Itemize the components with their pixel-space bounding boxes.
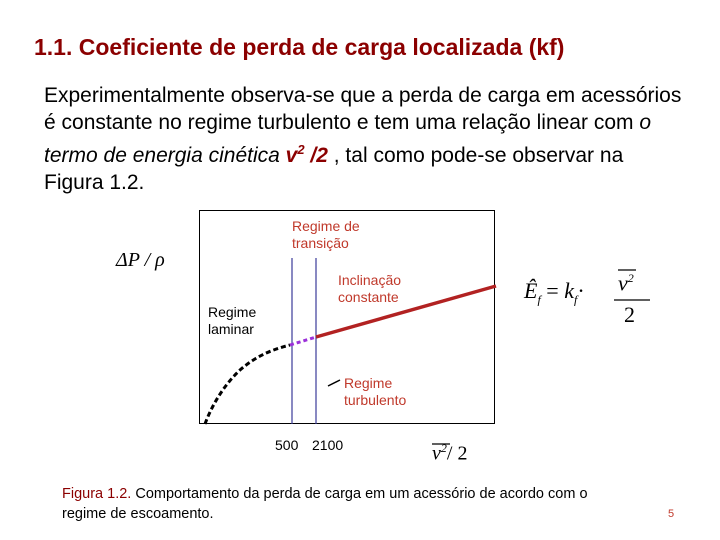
transition-curve	[290, 337, 316, 345]
label-slope	[338, 272, 401, 306]
laminar-curve	[205, 345, 290, 424]
label-transition-line2: transição	[292, 235, 349, 251]
turbulent-pointer	[328, 380, 340, 386]
equation-eq: =	[546, 278, 559, 303]
x-axis-label	[432, 440, 467, 463]
y-axis-label: ΔP / ρ	[116, 249, 165, 271]
paragraph-part2: o termo de energia cinética	[44, 111, 652, 167]
tick-500: 500	[275, 437, 299, 453]
equation-dot: ·	[577, 278, 585, 303]
figure-caption	[62, 484, 622, 524]
label-laminar-line1: Regime	[208, 304, 257, 320]
equation-num: v	[618, 270, 628, 296]
highlight-v: v	[285, 144, 298, 167]
label-turbulent-line1: Regime	[344, 375, 393, 391]
label-transition-line1: Regime de	[292, 218, 360, 234]
paragraph-part1: Experimentalmente observa-se que a perda de carga em acessórios é constante no regime turbulento e tem uma relação linear com	[44, 84, 682, 134]
xlabel-sup: 2	[440, 441, 447, 455]
caption-label: Figura 1.2.	[62, 486, 132, 502]
slide-title: 1.1. Coeficiente de perda de carga localizada (kf)	[34, 34, 565, 60]
tick-2100: 2100	[312, 437, 344, 453]
xlabel-rest: / 2	[446, 442, 468, 465]
xlabel-symbol: v	[432, 442, 441, 465]
label-turbulent-line2: turbulento	[344, 392, 407, 408]
equation-numerator	[618, 270, 634, 296]
label-slope-line1: Inclinação	[338, 272, 402, 288]
equation-denominator: 2	[624, 302, 635, 327]
equation-k-sub: f	[573, 292, 578, 307]
caption-text: Comportamento da perda de carga em um acessório de acordo com o regime de escoamento.	[62, 486, 588, 522]
label-transition	[292, 218, 360, 252]
paragraph-part3: , tal como pode-se observar na Figura 1.2.	[44, 144, 624, 194]
label-slope-line2: constante	[338, 289, 399, 305]
label-laminar	[208, 304, 256, 338]
highlight-sup: 2	[297, 142, 305, 157]
equation-k: k	[564, 278, 574, 303]
equation-num-sup: 2	[627, 271, 634, 285]
equation-lhs: Ê	[524, 278, 538, 303]
page-number: 5	[668, 508, 675, 520]
label-laminar-line2: laminar	[208, 321, 254, 337]
equation	[524, 278, 585, 308]
highlight-rest: /2	[304, 144, 328, 167]
equation-lhs-sub: f	[537, 292, 541, 307]
label-turbulent	[344, 375, 406, 409]
